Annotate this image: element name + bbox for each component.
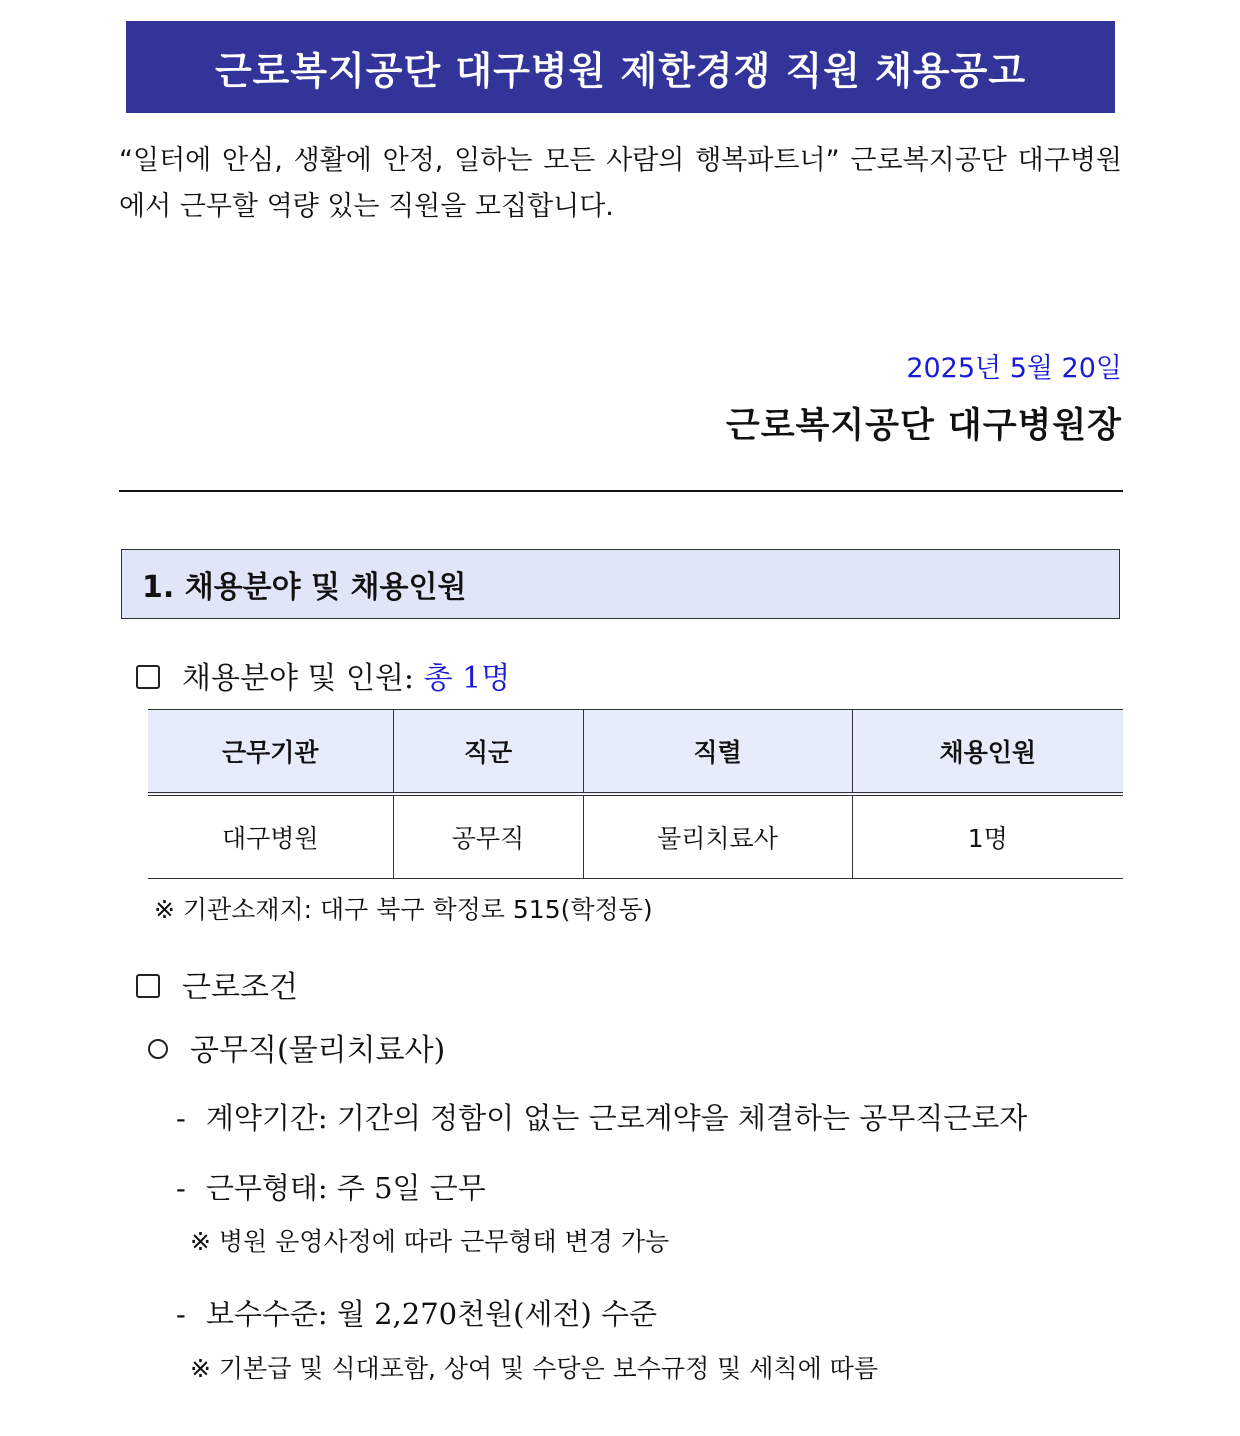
cell-job-series: 물리치료사 [583,794,852,879]
recruit-field-label: 채용분야 및 인원: [182,661,415,696]
conditions-heading [136,962,298,1006]
col-header-headcount: 채용인원 [852,710,1123,795]
section-title: 1. 채용분야 및 채용인원 [142,570,467,605]
recruit-field-heading [136,653,510,697]
condition-text: 근무형태: 주 5일 근무 [205,1171,486,1205]
conditions-subhead-label: 공무직(물리치료사) [190,1033,446,1068]
section-header [121,549,1120,619]
condition-note: ※ 기본급 및 식대포함, 상여 및 수당은 보수규정 및 세칙에 따름 [190,1354,878,1383]
table-row [148,794,1123,879]
condition-text: 보수수준: 월 2,270천원(세전) 수준 [205,1297,658,1331]
condition-work-type: - 근무형태: 주 5일 근무 [176,1171,486,1205]
location-note: ※ 기관소재지: 대구 북구 학정로 515(학정동) [154,895,653,924]
recruit-table [148,709,1123,879]
condition-text: 계약기간: 기간의 정함이 없는 근로계약을 체결하는 공무직근로자 [205,1101,1028,1135]
cell-agency: 대구병원 [148,794,393,879]
cell-job-group: 공무직 [393,794,583,879]
recruit-total: 총 1명 [423,661,511,696]
condition-contract-period: - 계약기간: 기간의 정함이 없는 근로계약을 체결하는 공무직근로자 [176,1101,1028,1135]
square-bullet-icon [136,665,160,689]
col-header-job-group: 직군 [393,710,583,795]
conditions-subheading [148,1025,445,1069]
square-bullet-icon [136,974,160,998]
divider [119,490,1123,492]
condition-salary: - 보수수준: 월 2,270천원(세전) 수준 [176,1297,658,1331]
issuer-name: 근로복지공단 대구병원장 [725,406,1122,446]
col-header-agency: 근무기관 [148,710,393,795]
conditions-label: 근로조건 [182,970,298,1005]
notice-title: 근로복지공단 대구병원 제한경쟁 직원 채용공고 [126,21,1115,113]
condition-note: ※ 병원 운영사정에 따라 근무형태 변경 가능 [190,1227,670,1256]
circle-bullet-icon [148,1039,168,1059]
col-header-job-series: 직렬 [583,710,852,795]
cell-headcount: 1명 [852,794,1123,879]
notice-date: 2025년 5월 20일 [906,353,1122,384]
table-header-row [148,710,1123,795]
intro-paragraph: “일터에 안심, 생활에 안정, 일하는 모든 사람의 행복파트너” 근로복지공단 대구병원에서 근무할 역량 있는 직원을 모집합니다. [119,145,1122,222]
